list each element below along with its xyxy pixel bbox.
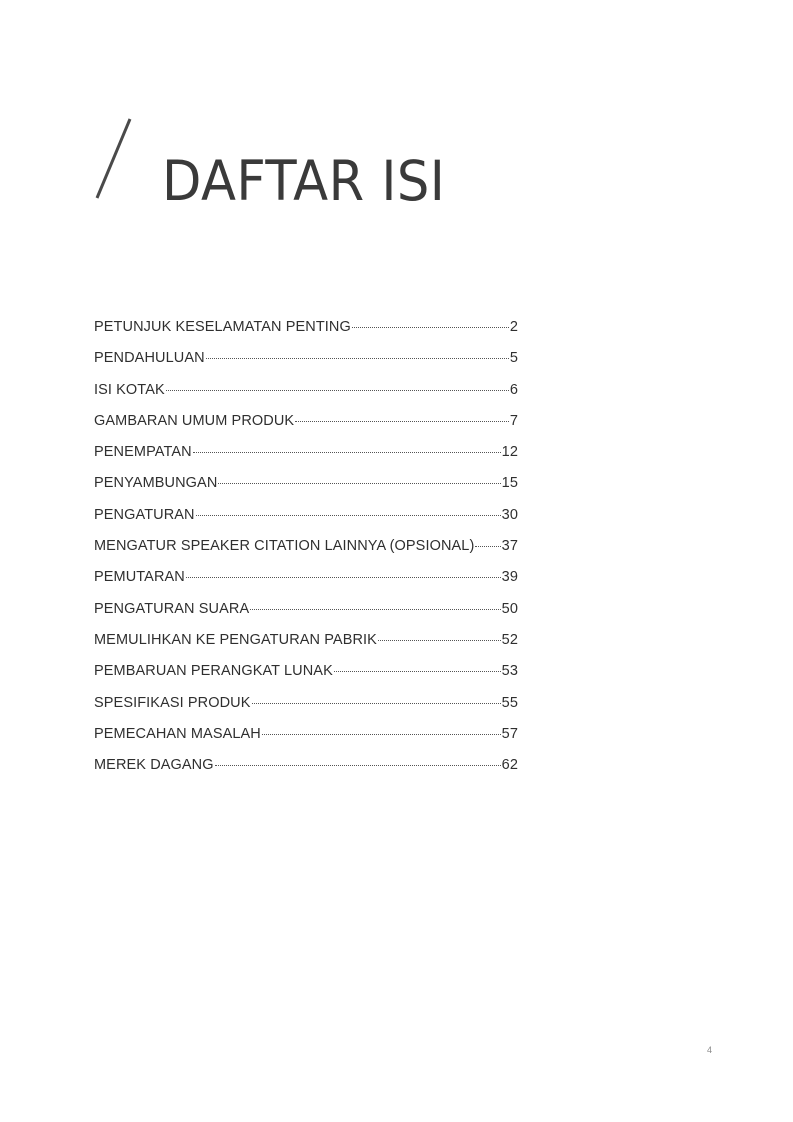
toc-dot-leader [334,671,501,672]
toc-dot-leader [215,765,501,766]
toc-entry[interactable] [94,726,518,757]
toc-dot-leader [218,483,500,484]
toc-dot-leader [166,390,509,391]
toc-entry-label: PEMECAHAN MASALAH [94,725,261,742]
toc-entry-page: 7 [509,412,518,429]
toc-entry-label: PENDAHULUAN [94,350,205,367]
toc-dot-leader [206,358,509,359]
toc-entry-label: GAMBARAN UMUM PRODUK [94,412,295,429]
toc-entry-label: PETUNJUK KESELAMATAN PENTING [94,319,351,335]
toc-entry[interactable] [94,350,518,381]
toc-entry[interactable] [94,632,518,663]
toc-entry-label: MENGATUR SPEAKER CITATION LAINNYA (OPSIONAL) [94,538,475,555]
toc-entry-label: PENEMPATAN [94,444,192,461]
toc-entry-page: 55 [501,694,518,711]
toc-entry[interactable] [94,538,518,569]
toc-entry-page: 39 [501,569,518,586]
toc-entry-label: PEMBARUAN PERANGKAT LUNAK [94,663,333,680]
title-slash-decoration [94,118,134,200]
toc-entry-label: PENGATURAN SUARA [94,600,250,617]
toc-entry-label: PENGATURAN [94,506,195,523]
toc-dot-leader [186,577,501,578]
toc-dot-leader [352,327,509,328]
toc-entry[interactable] [94,757,518,788]
toc-entry-page: 15 [501,475,518,492]
toc-dot-leader [475,546,500,547]
toc-entry[interactable] [94,413,518,444]
toc-entry-page: 62 [501,757,518,774]
toc-entry-page: 37 [501,538,518,555]
table-of-contents [94,319,518,788]
toc-dot-leader [193,452,501,453]
page-title: DAFTAR ISI [162,149,446,213]
toc-entry-label: SPESIFIKASI PRODUK [94,694,251,711]
toc-dot-leader [252,703,501,704]
page-number: 4 [707,1045,713,1055]
toc-entry[interactable] [94,663,518,694]
toc-entry-page: 30 [501,506,518,523]
toc-entry[interactable] [94,507,518,538]
toc-dot-leader [262,734,501,735]
toc-dot-leader [378,640,501,641]
toc-entry-page: 6 [509,381,518,398]
toc-dot-leader [196,515,501,516]
toc-entry[interactable] [94,601,518,632]
toc-entry-label: MEREK DAGANG [94,757,214,774]
toc-entry[interactable] [94,475,518,506]
toc-entry-label: PENYAMBUNGAN [94,475,218,492]
toc-entry-page: 57 [501,725,518,742]
toc-dot-leader [250,609,500,610]
toc-entry[interactable] [94,382,518,413]
toc-entry[interactable] [94,569,518,600]
toc-entry-page: 52 [501,631,518,648]
toc-dot-leader [295,421,509,422]
toc-entry-page: 5 [509,350,518,367]
toc-entry[interactable] [94,444,518,475]
toc-entry-page: 50 [501,600,518,617]
toc-entry-label: ISI KOTAK [94,381,165,398]
toc-entry-page: 12 [501,444,518,461]
toc-entry-page: 2 [509,319,518,335]
toc-entry-label: MEMULIHKAN KE PENGATURAN PABRIK [94,631,377,648]
toc-entry-page: 53 [501,663,518,680]
toc-entry[interactable] [94,319,518,350]
toc-entry[interactable] [94,695,518,726]
toc-entry-label: PEMUTARAN [94,569,185,586]
